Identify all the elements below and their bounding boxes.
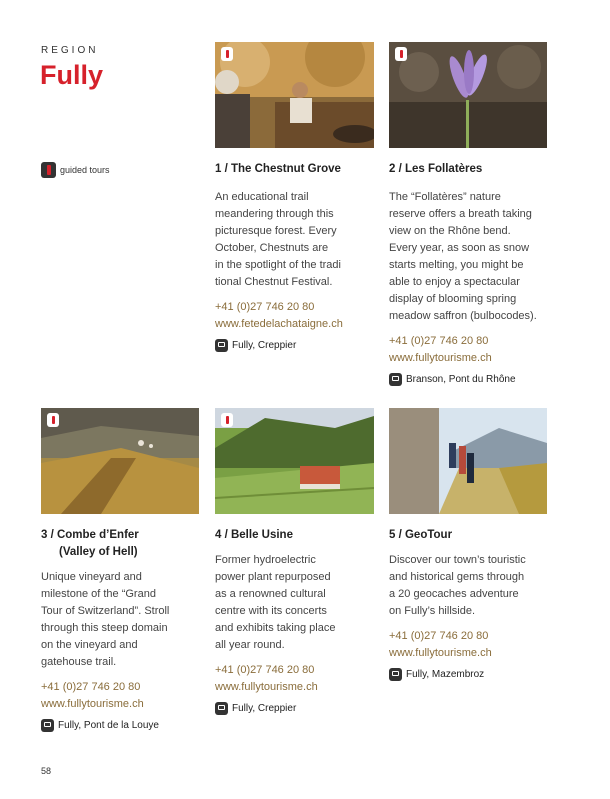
card-description: The “Follatères” nature reserve offers a breath taking view on the Rhône bend. Every year, as soon as snow starts melting, you might be able to enjoy a spectacular display of blooming spring meadow saffron (bulbocodes). (389, 191, 537, 322)
bus-icon (215, 339, 228, 352)
region-kicker: REGION (41, 45, 99, 56)
card-description: Former hydroelectric power plant repurposed as a renowned cultural centre with its concerts and exhibits taking place all year round. (215, 554, 336, 651)
card-belle-usine (215, 527, 380, 715)
website-link[interactable]: www.fullytourisme.ch (389, 352, 492, 364)
bus-icon (215, 702, 228, 715)
location-label: Fully, Creppier (232, 703, 297, 714)
location-label: Fully, Mazembroz (406, 669, 485, 680)
info-icon (41, 162, 56, 178)
location (41, 719, 206, 732)
photo-geotour (389, 408, 547, 514)
photo-les-follateres (389, 42, 547, 148)
card-description: An educational trail meandering through this picturesque forest. Every October, Chestnuts are in the spotlight of the tradi tional Chestnut Festival. (215, 191, 341, 288)
bus-icon (41, 719, 54, 732)
info-icon (47, 413, 59, 427)
bus-icon (389, 373, 402, 386)
bus-icon (389, 668, 402, 681)
legend-guided-tours (41, 162, 110, 178)
location-label: Fully, Creppier (232, 340, 297, 351)
website-link[interactable]: www.fetedelachataigne.ch (215, 318, 343, 330)
page-number: 58 (41, 766, 52, 776)
card-combe-denfer (41, 527, 206, 732)
card-geotour (389, 527, 559, 681)
card-chestnut-grove (215, 161, 380, 352)
card-description: Discover our town’s touristic and historical gems through a 20 geocaches adventure on Fully’s hillside. (389, 554, 526, 617)
card-title: 3 / Combe d’Enfer (41, 529, 139, 541)
photo-chestnut-grove (215, 42, 374, 148)
phone-link[interactable]: +41 (0)27 746 20 80 (389, 335, 489, 347)
location-label: Fully, Pont de la Louye (58, 720, 159, 731)
website-link[interactable]: www.fullytourisme.ch (41, 698, 144, 710)
phone-link[interactable]: +41 (0)27 746 20 80 (389, 630, 489, 642)
card-title: 4 / Belle Usine (215, 529, 293, 541)
location (389, 668, 559, 681)
card-les-follateres (389, 161, 559, 386)
photo-combe-denfer (41, 408, 199, 514)
location (215, 702, 380, 715)
card-title: 2 / Les Follatères (389, 163, 483, 175)
card-description: Unique vineyard and milestone of the “Grand Tour of Switzerland”. Stroll through this steep domain on the vineyard and gatehouse trail. (41, 571, 170, 668)
location-label: Branson, Pont du Rhône (406, 374, 516, 385)
location (215, 339, 380, 352)
website-link[interactable]: www.fullytourisme.ch (389, 647, 492, 659)
card-title: 5 / GeoTour (389, 529, 453, 541)
phone-link[interactable]: +41 (0)27 746 20 80 (215, 301, 315, 313)
website-link[interactable]: www.fullytourisme.ch (215, 681, 318, 693)
info-icon (221, 47, 233, 61)
page-title: Fully (40, 60, 104, 90)
phone-link[interactable]: +41 (0)27 746 20 80 (215, 664, 315, 676)
location (389, 373, 559, 386)
card-title: 1 / The Chestnut Grove (215, 163, 341, 175)
phone-link[interactable]: +41 (0)27 746 20 80 (41, 681, 141, 693)
info-icon (221, 413, 233, 427)
info-icon (395, 47, 407, 61)
photo-belle-usine (215, 408, 374, 514)
card-subtitle: (Valley of Hell) (59, 546, 138, 558)
legend-label: guided tours (60, 165, 110, 175)
